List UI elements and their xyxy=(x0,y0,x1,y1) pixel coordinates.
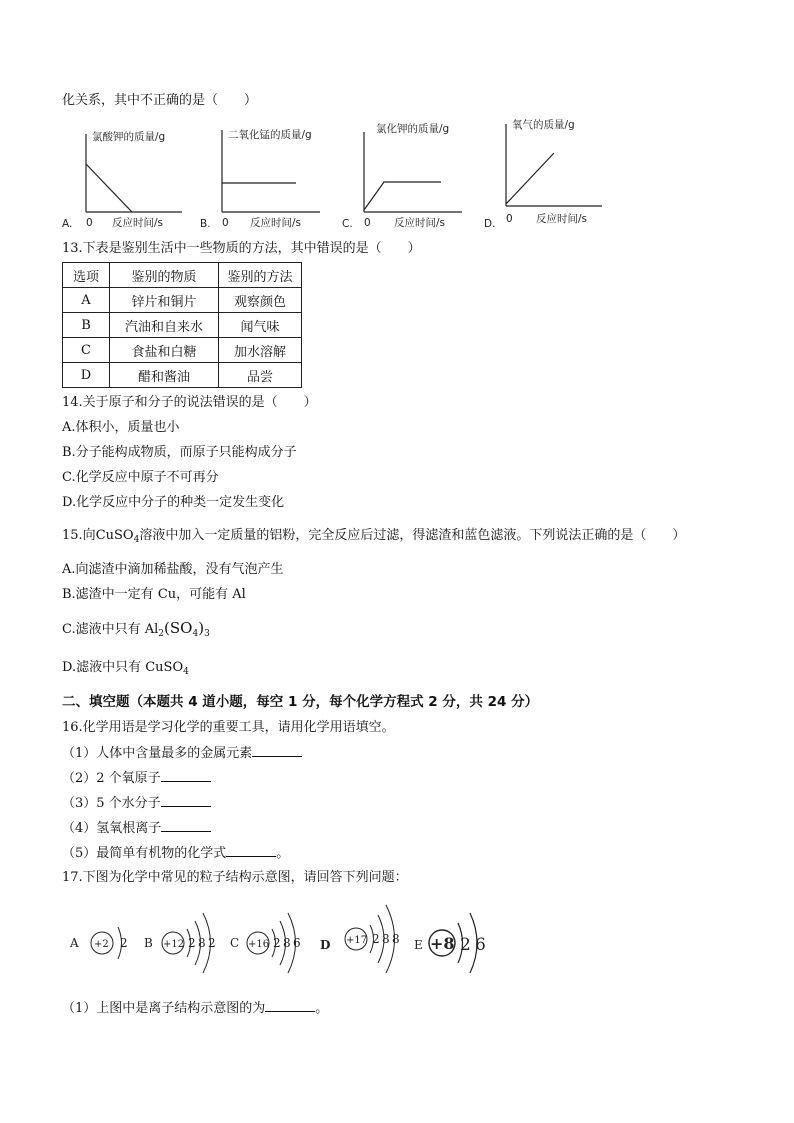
answer-blank[interactable] xyxy=(161,819,211,832)
graph-d-ylabel: 氧气的质量/g xyxy=(512,119,575,131)
table-cell: 闻气味 xyxy=(219,313,302,338)
shell-count: 8 xyxy=(382,932,390,946)
q16-item-5 xyxy=(62,844,289,863)
atom-d-nucleus-charge: +17 xyxy=(346,935,368,946)
graph-c-origin: 0 xyxy=(364,217,371,229)
graph-b-xlabel: 反应时间/s xyxy=(250,217,302,229)
table-header: 鉴别的物质 xyxy=(110,263,219,288)
graph-c-letter: C. xyxy=(342,218,353,230)
graph-a-origin: 0 xyxy=(86,217,93,229)
graph-c-ylabel: 氯化钾的质量/g xyxy=(376,123,450,135)
q15-c-sub1: 2 xyxy=(158,629,165,639)
q15-c-pre: C.滤液中只有 xyxy=(62,622,145,637)
table-cell: C xyxy=(63,338,110,363)
q17-sub-1 xyxy=(62,999,328,1018)
answer-blank[interactable] xyxy=(161,794,211,807)
q15-c-formula: Al xyxy=(144,622,159,637)
graph-d-origin: 0 xyxy=(506,213,513,225)
atom-a-letter: A xyxy=(70,936,79,950)
table-cell: 汽油和自来水 xyxy=(110,313,219,338)
shell-count: 8 xyxy=(392,932,400,946)
q16-item-4 xyxy=(62,819,211,838)
q16-item-2 xyxy=(62,769,211,788)
graph-a xyxy=(62,122,202,236)
graph-d-letter: D. xyxy=(484,218,496,230)
q14-option-a: A.体积小，质量也小 xyxy=(62,420,180,435)
atom-c-letter: C xyxy=(230,936,240,950)
graph-b-origin: 0 xyxy=(222,217,229,229)
shell-count: 2 xyxy=(208,936,216,950)
question-12-tail: 化关系，其中不正确的是（ ） xyxy=(62,93,258,108)
table-cell: 品尝 xyxy=(219,363,302,388)
table-cell: 加水溶解 xyxy=(219,338,302,363)
section-2-title: 二、填空题（本题共 4 道小题，每空 1 分，每个化学方程式 2 分，共 24 分） xyxy=(62,694,539,710)
answer-blank[interactable] xyxy=(226,844,276,857)
table-cell: D xyxy=(63,363,110,388)
graph-c-curve xyxy=(364,182,441,210)
graph-b-ylabel: 二氧化锰的质量/g xyxy=(228,129,312,141)
q16-item-1-text: （1）人体中含量最多的金属元素 xyxy=(62,746,253,761)
q15-stem-pre: 15.向 xyxy=(62,528,96,543)
shell-count: 2 xyxy=(273,936,281,950)
q15-option-d xyxy=(62,659,189,681)
atom-e-nucleus-charge: +8 xyxy=(430,934,455,953)
graph-b-letter: B. xyxy=(200,218,211,230)
atom-c-nucleus-charge: +16 xyxy=(248,939,270,950)
q15-stem-post: 溶液中加入一定质量的铝粉，完全反应后过滤，得滤渣和蓝色滤液。下列说法正确的是（ ） xyxy=(139,528,686,543)
particle-diagrams xyxy=(62,895,522,989)
q17-end-mark: 。 xyxy=(315,1001,329,1016)
answer-blank[interactable] xyxy=(265,999,315,1012)
q15-d-sub: 4 xyxy=(183,667,189,677)
table-cell: B xyxy=(63,313,110,338)
q15-option-c xyxy=(62,619,210,643)
graph-b xyxy=(200,122,340,236)
table-row xyxy=(63,363,302,388)
q14-option-c: C.化学反应中原子不可再分 xyxy=(62,470,219,485)
atom-d-letter: D xyxy=(320,938,331,952)
q13-table xyxy=(62,262,302,388)
q17-sub-1-text: （1）上图中是离子结构示意图的为 xyxy=(62,1001,266,1016)
question-13-stem: 13.下表是鉴别生活中一些物质的方法，其中错误的是（ ） xyxy=(62,241,421,256)
shell-count: 2 xyxy=(120,936,128,950)
shell-count: 8 xyxy=(283,936,291,950)
graph-a-xlabel: 反应时间/s xyxy=(112,217,164,229)
shell-count: 2 xyxy=(372,932,380,946)
atom-b-letter: B xyxy=(144,936,153,950)
table-row xyxy=(63,288,302,313)
q15-d-pre: D.滤液中只有 xyxy=(62,660,146,675)
q14-option-d: D.化学反应中分子的种类一定发生变化 xyxy=(62,495,285,510)
q16-item-1 xyxy=(62,744,302,763)
q15-option-a: A.向滤渣中滴加稀盐酸，没有气泡产生 xyxy=(62,562,284,577)
answer-blank[interactable] xyxy=(161,769,211,782)
question-17-stem: 17.下图为化学中常见的粒子结构示意图，请回答下列问题： xyxy=(62,870,408,885)
table-row xyxy=(63,338,302,363)
q15-c-sub2: 4 xyxy=(192,629,199,639)
atom-a xyxy=(69,927,128,959)
q15-formula-sub: 4 xyxy=(133,535,140,545)
shell-count: 2 xyxy=(188,936,196,950)
table-cell: 醋和酱油 xyxy=(110,363,219,388)
table-cell: 食盐和白糖 xyxy=(110,338,219,363)
q15-c-formula3: ) xyxy=(198,619,205,637)
atom-e xyxy=(414,913,486,973)
atom-a-nucleus-charge: +2 xyxy=(94,939,109,950)
table-header-row xyxy=(63,263,302,288)
q15-formula: CuSO xyxy=(95,528,134,543)
q16-item-5-text: （5）最简单有机物的化学式 xyxy=(62,846,227,861)
q15-option-b: B.滤渣中一定有 Cu，可能有 Al xyxy=(62,587,246,602)
graph-a-letter: A. xyxy=(62,218,73,230)
graph-c xyxy=(342,118,482,236)
graph-d-curve xyxy=(506,153,554,204)
atom-d xyxy=(320,905,400,973)
shell-count: 8 xyxy=(198,936,206,950)
answer-blank[interactable] xyxy=(252,744,302,757)
graph-a-ylabel: 氯酸钾的质量/g xyxy=(92,131,166,143)
q16-end-mark: 。 xyxy=(276,846,290,861)
table-header: 鉴别的方法 xyxy=(219,263,302,288)
q16-item-3 xyxy=(62,794,211,813)
question-16-stem: 16.化学用语是学习化学的重要工具，请用化学用语填空。 xyxy=(62,720,395,735)
table-row xyxy=(63,313,302,338)
shell-count: 2 xyxy=(460,935,471,955)
graph-d-xlabel: 反应时间/s xyxy=(536,213,588,225)
atom-b-nucleus-charge: +12 xyxy=(163,939,185,950)
q16-item-4-text: （4）氢氧根离子 xyxy=(62,821,162,836)
question-15-stem xyxy=(62,527,685,549)
graph-c-xlabel: 反应时间/s xyxy=(394,217,446,229)
table-cell: A xyxy=(63,288,110,313)
q14-option-b: B.分子能构成物质，而原子只能构成分子 xyxy=(62,445,297,460)
shell-count: 6 xyxy=(293,936,301,950)
atom-c xyxy=(230,913,301,973)
graph-d xyxy=(484,114,614,236)
q16-item-2-text: （2）2 个氧原子 xyxy=(62,771,161,786)
table-cell: 观察颜色 xyxy=(219,288,302,313)
question-14-stem: 14.关于原子和分子的说法错误的是（ ） xyxy=(62,395,317,410)
atom-b xyxy=(144,913,216,973)
atom-e-letter: E xyxy=(414,938,423,952)
table-header: 选项 xyxy=(63,263,110,288)
q15-c-formula2: (SO xyxy=(164,619,193,637)
q16-item-3-text: （3）5 个水分子 xyxy=(62,796,161,811)
table-cell: 锌片和铜片 xyxy=(110,288,219,313)
q15-d-formula: CuSO xyxy=(145,660,184,675)
q15-c-sub3: 3 xyxy=(204,629,210,639)
graph-a-curve xyxy=(86,164,132,212)
shell-count: 6 xyxy=(475,935,486,955)
